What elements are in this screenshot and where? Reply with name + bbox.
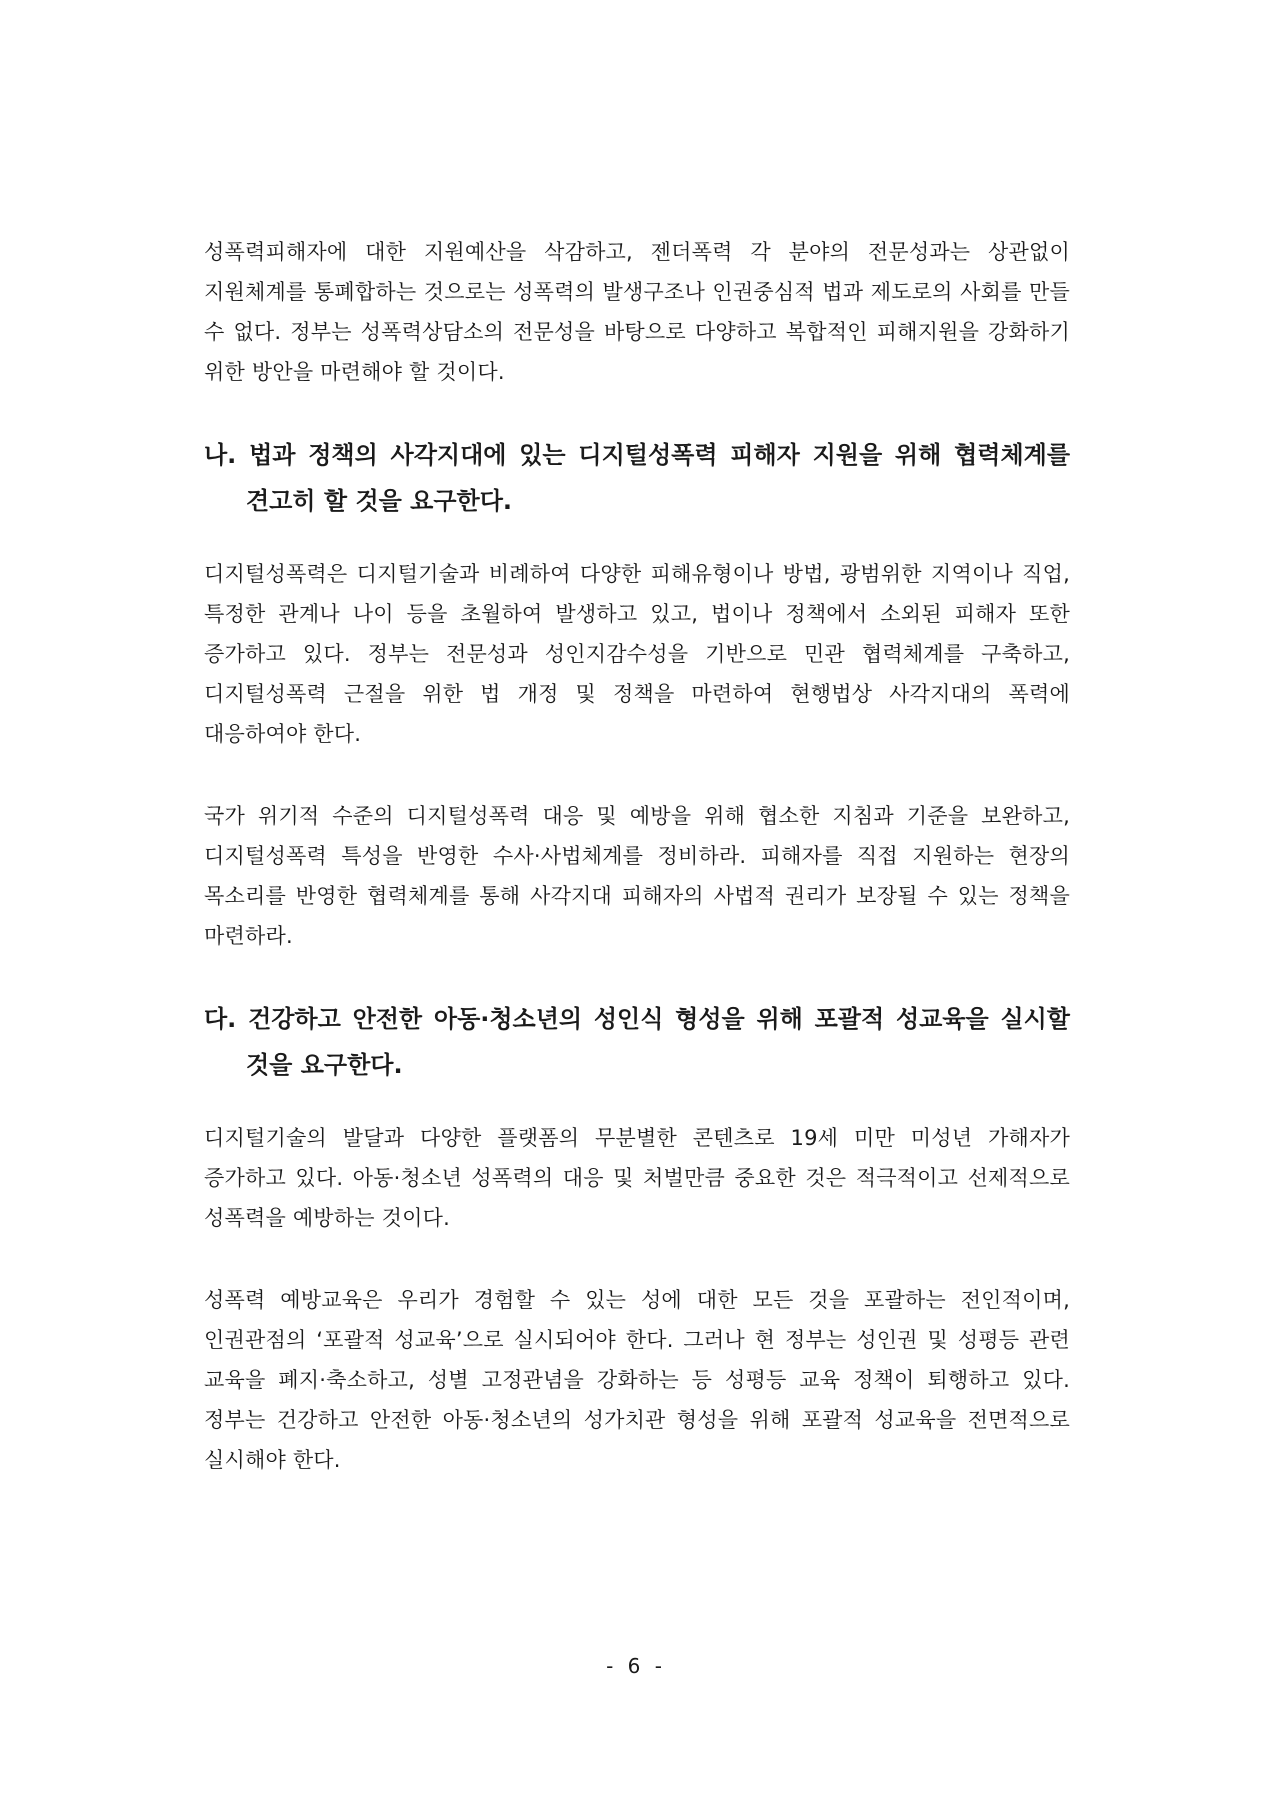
heading-na-digital-sexual-violence: 나. 법과 정책의 사각지대에 있는 디지털성폭력 피해자 지원을 위해 협력체계를 견고히 할 것을 요구한다. (204, 441, 1070, 515)
paragraph-comprehensive-sex-education: 성폭력 예방교육은 우리가 경험할 수 있는 성에 대한 모든 것을 포괄하는 전인적이며, 인권관점의 ‘포괄적 성교육’으로 실시되어야 한다. 그러나 현 정부는 성인권 및 성평등 관련 교육을 폐지·축소하고, 성별 고정관념을 강화하는 등 성평등 교육 정책이 퇴행하고 있다. 정부는 건강하고 안전한 아동·청소년의 성가치관 형성을 위해 포괄적 성교육을 전면적으로 실시해야 한다. (204, 1288, 1070, 1472)
paragraph-victim-support: 성폭력피해자에 대한 지원예산을 삭감하고, 젠더폭력 각 분야의 전문성과는 상관없이 지원체계를 통폐합하는 것으로는 성폭력의 발생구조나 인권중심적 법과 제도로의 사회를 만들 수 없다. 정부는 성폭력상담소의 전문성을 바탕으로 다양하고 복합적인 피해지원을 강화하기 위한 방안을 마련해야 할 것이다. (204, 240, 1070, 384)
heading-da-sex-education: 다. 건강하고 안전한 아동·청소년의 성인식 형성을 위해 포괄적 성교육을 실시할 것을 요구한다. (204, 1005, 1070, 1079)
page-number: - 6 - (606, 1654, 666, 1678)
document-body (204, 232, 1070, 1480)
paragraph-minor-offenders: 디지털기술의 발달과 다양한 플랫폼의 무분별한 콘텐츠로 19세 미만 미성년 가해자가 증가하고 있다. 아동·청소년 성폭력의 대응 및 처벌만큼 중요한 것은 적극적이고 선제적으로 성폭력을 예방하는 것이다. (204, 1126, 1070, 1230)
paragraph-digital-sexual-violence: 디지털성폭력은 디지털기술과 비례하여 다양한 피해유형이나 방법, 광범위한 지역이나 직업, 특정한 관계나 나이 등을 초월하여 발생하고 있고, 법이나 정책에서 소외된 피해자 또한 증가하고 있다. 정부는 전문성과 성인지감수성을 기반으로 민관 협력체계를 구축하고, 디지털성폭력 근절을 위한 법 개정 및 정책을 마련하여 현행법상 사각지대의 폭력에 대응하여야 한다. (204, 562, 1070, 746)
paragraph-investigation-system: 국가 위기적 수준의 디지털성폭력 대응 및 예방을 위해 협소한 지침과 기준을 보완하고, 디지털성폭력 특성을 반영한 수사·사법체계를 정비하라. 피해자를 직접 지원하는 현장의 목소리를 반영한 협력체계를 통해 사각지대 피해자의 사법적 권리가 보장될 수 있는 정책을 마련하라. (204, 804, 1070, 948)
